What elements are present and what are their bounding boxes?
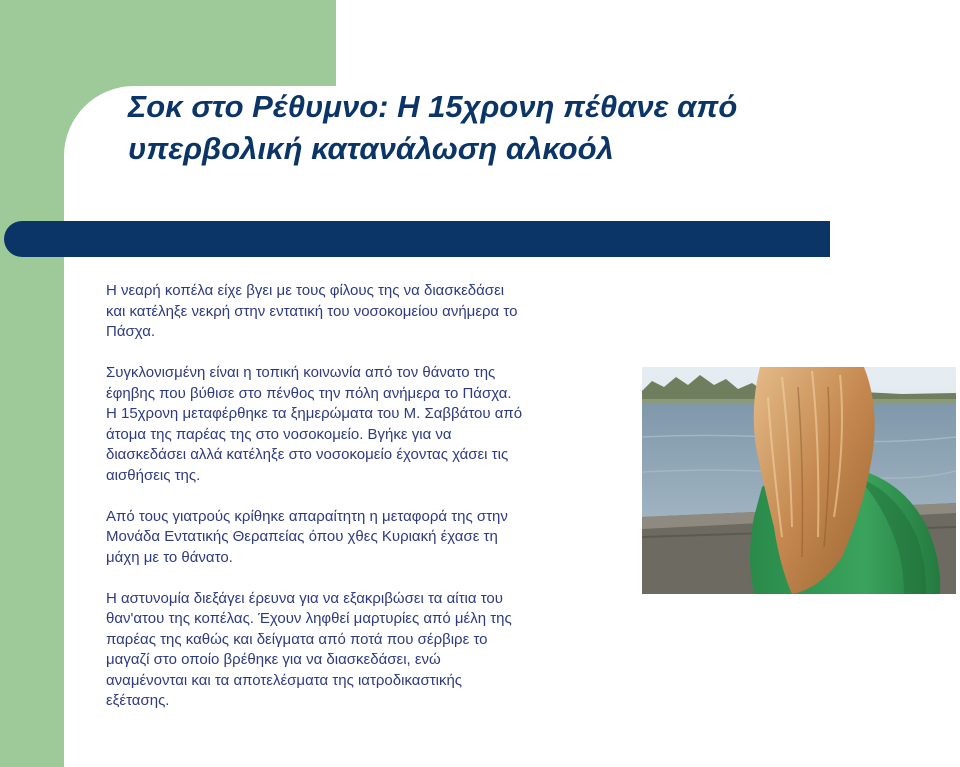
article-title (128, 86, 888, 170)
divider-band (4, 221, 830, 257)
text-line: Η νεαρή κοπέλα είχε βγει με τους φίλους της να διασκεδάσει (106, 282, 505, 299)
title-line: υπερβολική κατανάλωση αλκοόλ (128, 131, 614, 166)
paragraph (106, 363, 596, 486)
text-line: θαν'ατου της κοπέλας. Έχουν ληφθεί μαρτυρίες από μέλη της (106, 610, 512, 627)
text-line: διασκεδάσει αλλά κατέληξε στο νοσοκομείο έχοντας χάσει τις (106, 446, 509, 463)
girl-by-lake-photo (642, 367, 956, 594)
text-line: και κατέληξε νεκρή στην εντατική του νοσοκομείου ανήμερα το (106, 302, 518, 320)
text-line: έφηβης που βύθισε στο πένθος την πόλη ανήμερα το Πάσχα. (106, 384, 512, 402)
title-line: Σοκ στο Ρέθυμνο: Η 15χρονη πέθανε από (128, 89, 738, 124)
text-line: άτομα της παρέας της στο νοσοκομείο. Βγήκε για να (106, 425, 452, 443)
paragraph (106, 589, 596, 712)
text-line: Η 15χρονη μεταφέρθηκε τα ξημερώματα του Μ. Σαββάτου από (106, 405, 523, 422)
paragraph (106, 507, 596, 569)
text-line: Συγκλονισμένη είναι η τοπική κοινωνία από τον θάνατο της (106, 364, 496, 381)
text-line: αισθήσεις της. (106, 466, 201, 484)
text-line: Μονάδα Εντατικής Θεραπείας όπου χθες Κυριακή έχασε τη (106, 528, 498, 545)
article-body (106, 281, 596, 732)
text-line: Από τους γιατρούς κρίθηκε απαραίτητη η μεταφορά της στην (106, 507, 508, 525)
text-line: παρέας της καθώς και δείγματα από ποτά που σέρβιρε το (106, 630, 488, 648)
text-line: μάχη με το θάνατο. (106, 548, 233, 566)
text-line: αναμένονται και τα αποτελέσματα της ιατροδικαστικής (106, 671, 463, 689)
text-line: Η αστυνομία διεξάγει έρευνα για να εξακριβώσει τα αίτια του (106, 589, 503, 607)
text-line: μαγαζί στο οποίο βρέθηκε για να διασκεδάσει, ενώ (106, 651, 441, 668)
text-line: εξέτασης. (106, 692, 170, 709)
paragraph (106, 281, 596, 343)
text-line: Πάσχα. (106, 323, 156, 340)
